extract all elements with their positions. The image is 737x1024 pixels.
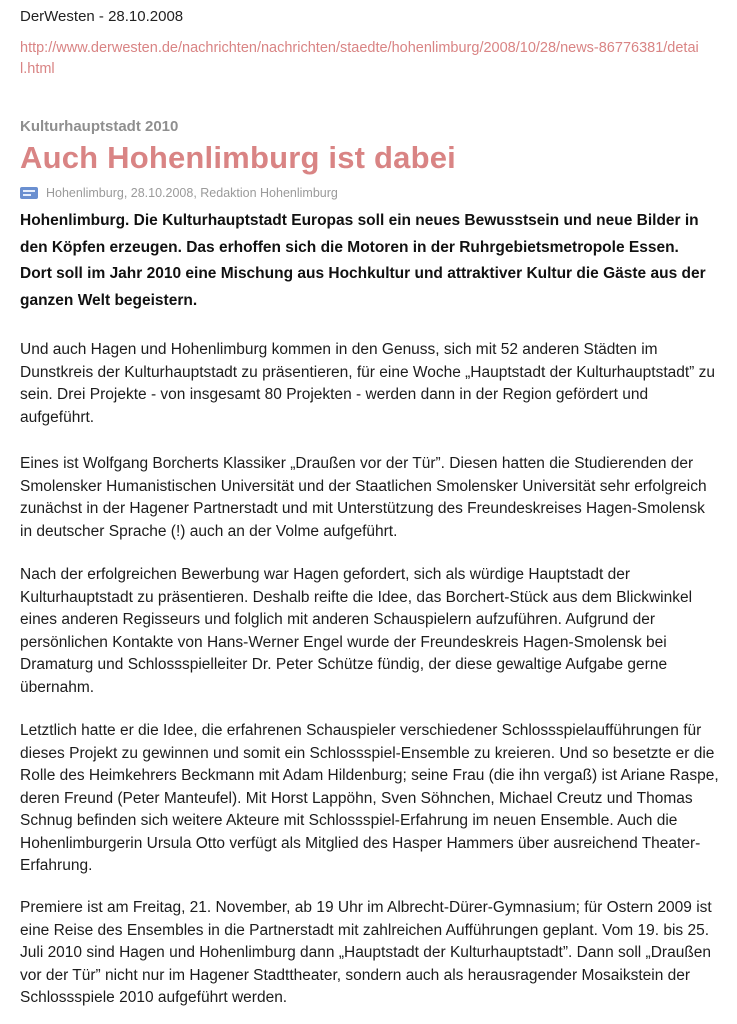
article-paragraph: Und auch Hagen und Hohenlimburg kommen in den Genuss, sich mit 52 anderen Städten im Dunstkreis der Kulturhauptstadt zu präsentieren, für eine Woche „Hauptstadt der Kulturhauptstadt” zu sein. Drei Projekte - von insgesamt 80 Projekten - werden dann in der Region gefördert und aufgeführt.	[20, 341, 716, 426]
newspaper-icon	[20, 187, 38, 199]
article-headline: Auch Hohenlimburg ist dabei	[20, 140, 456, 175]
article-paragraph: Eines ist Wolfgang Borcherts Klassiker „Draußen vor der Tür”. Diesen hatten die Studierenden der Smolensker Humanistischen Universität und der Staatlichen Smolensker Universität sehr erfolgreich zunächst in der Hagener Partnerstadt und mit Unterstützung des Freundeskreises Hagen-Smolensk in deutscher Sprache (!) auch an der Volme aufgeführt.	[20, 455, 707, 540]
byline	[20, 184, 338, 202]
source-date-line: DerWesten - 28.10.2008	[20, 8, 184, 25]
source-url[interactable]: http://www.derwesten.de/nachrichten/nachrichten/staedte/hohenlimburg/2008/10/28/news-86776381/detail.html	[20, 40, 699, 77]
article-paragraph: Nach der erfolgreichen Bewerbung war Hagen gefordert, sich als würdige Hauptstadt der Kulturhauptstadt zu präsentieren. Deshalb reifte die Idee, das Borchert-Stück aus dem Blickwinkel eines anderen Regisseurs und folglich mit anderen Schauspielern aufzuführen. Aufgrund der persönlichen Kontakte von Hans-Werner Engel wurde der Freundeskreis Hagen-Smolensk bei Dramaturg und Schlossspielleiter Dr. Peter Schütze fündig, der diese gewaltige Aufgabe gerne übernahm.	[20, 566, 693, 696]
article-paragraph: Letztlich hatte er die Idee, die erfahrenen Schauspieler verschiedener Schlossspielaufführungen für dieses Projekt zu gewinnen und somit ein Schlossspiel-Ensemble zu kreieren. Und so besetzte er die Rolle des Heimkehrers Beckmann mit Adam Hildenburg; seine Frau (die ihn vergaß) ist Ariane Raspe, deren Freund (Peter Manteufel). Mit Horst Lappöhn, Sven Söhnchen, Michael Creutz und Thomas Schnug befinden sich weitere Akteure mit Schlossspiel-Erfahrung im neuen Ensemble. Auch die Hohenlimburgerin Ursula Otto verfügt als Mitglied des Hasper Hammers über ausreichend Theater-Erfahrung.	[20, 722, 719, 874]
article-lead: Hohenlimburg. Die Kulturhauptstadt Europas soll ein neues Bewusstsein und neue Bilder in den Köpfen erzeugen. Das erhoffen sich die Motoren in der Ruhrgebietsmetropole Essen. Dort soll im Jahr 2010 eine Mischung aus Hochkultur und attraktiver Kultur die Gäste aus der ganzen Welt begeistern.	[20, 212, 706, 309]
article-kicker: Kulturhauptstadt 2010	[20, 118, 179, 135]
article-paragraph: Premiere ist am Freitag, 21. November, ab 19 Uhr im Albrecht-Dürer-Gymnasium; für Ostern 2009 ist eine Reise des Ensembles in die Partnerstadt mit zahlreichen Aufführungen geplant. Vom 19. bis 25. Juli 2010 sind Hagen und Hohenlimburg dann „Hauptstadt der Kulturhauptstadt”. Dann soll „Draußen vor der Tür” nicht nur im Hagener Stadttheater, sondern auch als herausragender Mosaikstein der Schlossspiele 2010 aufgeführt werden.	[20, 899, 712, 1006]
byline-text: Hohenlimburg, 28.10.2008, Redaktion Hohenlimburg	[46, 186, 338, 200]
